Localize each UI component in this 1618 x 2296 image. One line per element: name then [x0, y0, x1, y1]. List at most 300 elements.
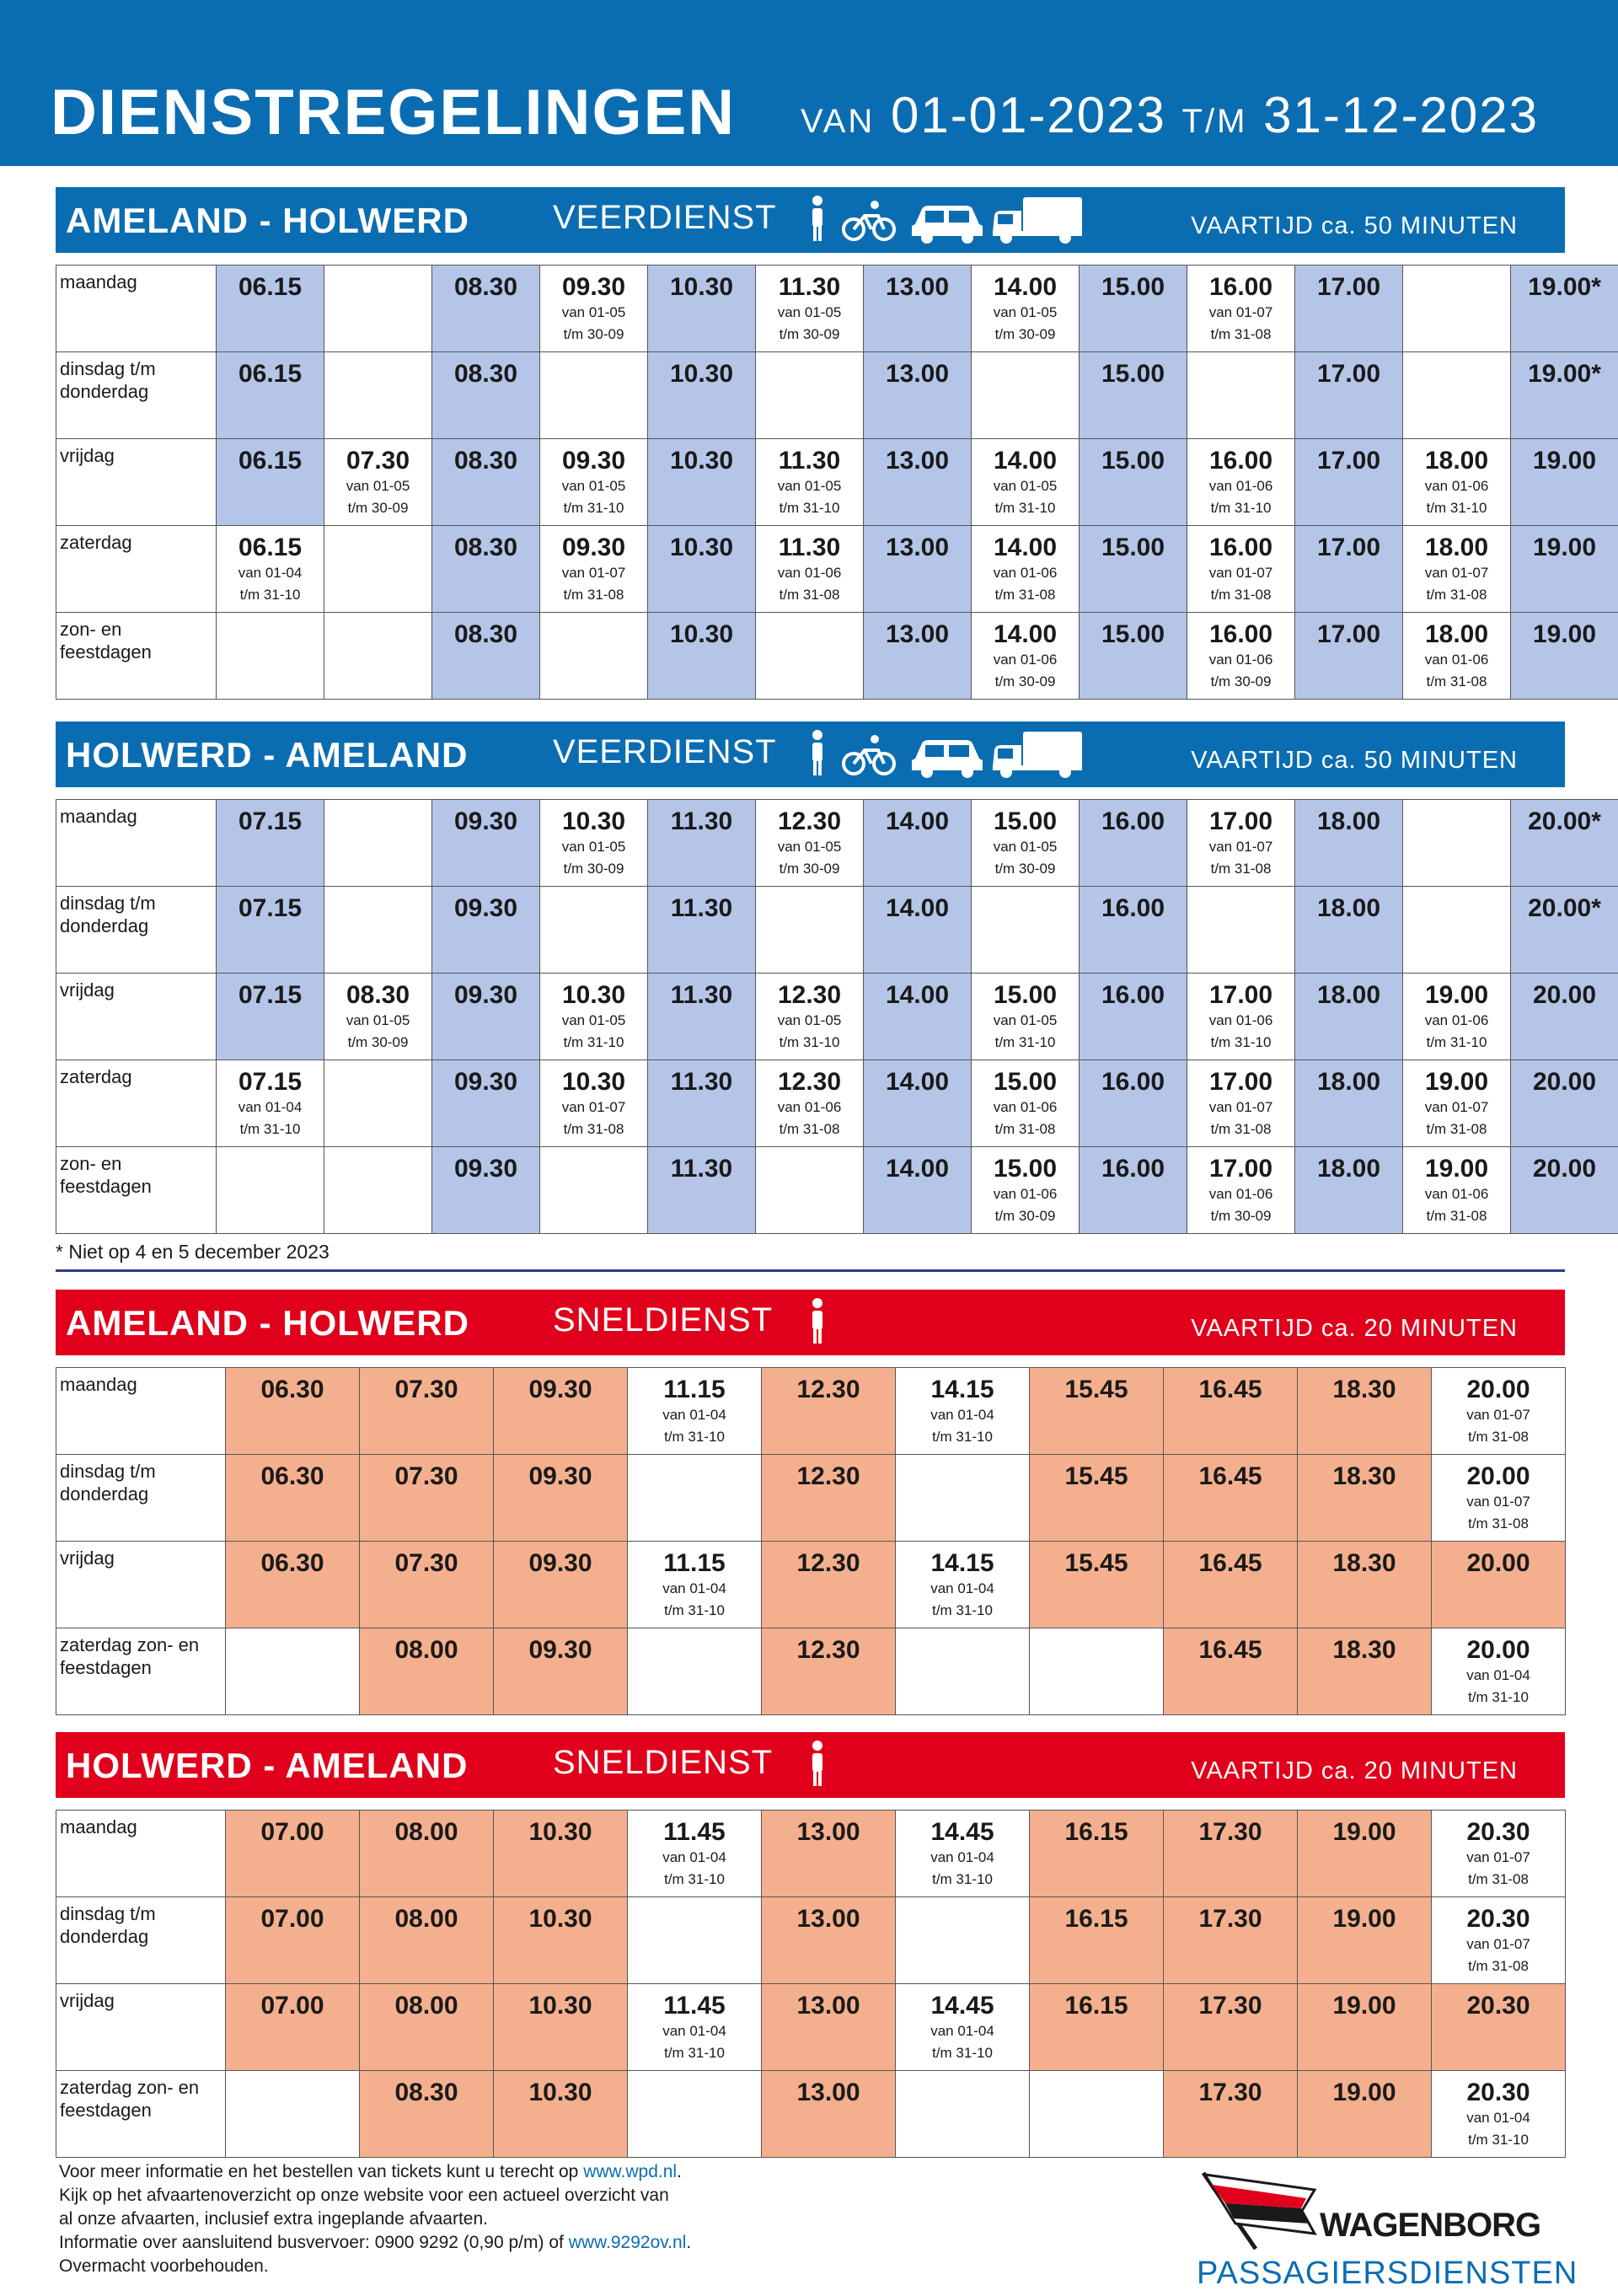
departure-cell [432, 526, 540, 613]
departure-cell [1295, 1060, 1403, 1147]
table-row [56, 266, 1618, 352]
departure-time: 16.15 [1064, 1905, 1128, 1933]
departure-cell [1403, 613, 1511, 700]
departure-time: 15.00 [1101, 360, 1165, 388]
day-label: zon- en feestdagen [56, 613, 217, 700]
departure-cell [1432, 1628, 1566, 1715]
departure-time: 15.00 [993, 1155, 1058, 1183]
duration-label: VAARTIJD ca. 20 MINUTEN [1191, 1757, 1518, 1784]
departure-time: 09.30 [528, 1549, 592, 1577]
departure-cell [217, 800, 324, 887]
departure-time: 14.00 [885, 807, 950, 835]
departure-time: 18.00 [1424, 620, 1489, 648]
day-label: dinsdag t/m donderdag [56, 887, 217, 974]
departure-time: 20.00 [1532, 1155, 1597, 1183]
departure-cell [762, 1628, 896, 1715]
departure-time: 07.30 [394, 1462, 458, 1490]
departure-cell [226, 1542, 360, 1628]
departure-time: 13.00 [796, 2079, 860, 2106]
departure-cell [432, 439, 540, 526]
departure-time: 16.45 [1198, 1376, 1262, 1403]
departure-time: 15.00 [1101, 534, 1165, 561]
departure-time: 07.15 [238, 981, 303, 1009]
pedestrian-icon [812, 1741, 822, 1786]
departure-time: 15.00 [993, 1068, 1058, 1096]
valid-from: van 01-04 [930, 1849, 994, 1865]
valid-from: van 01-04 [930, 1407, 994, 1423]
departure-time: 08.00 [394, 1636, 458, 1664]
empty-cell [628, 2071, 762, 2158]
departure-time: 15.00 [1101, 273, 1165, 301]
departure-cell [1187, 974, 1295, 1060]
departure-cell [1295, 800, 1403, 887]
departure-cell [1432, 1455, 1566, 1542]
departure-time: 09.30 [453, 1155, 518, 1183]
timetable [56, 265, 1618, 700]
valid-from: van 01-06 [993, 1099, 1058, 1115]
departure-cell [972, 1060, 1080, 1147]
departure-cell [540, 800, 648, 887]
departure-cell [648, 526, 756, 613]
departure-cell [217, 352, 324, 439]
departure-time: 13.00 [796, 1905, 860, 1933]
departure-time: 18.00 [1316, 807, 1381, 835]
departure-cell [864, 1147, 972, 1234]
valid-until: t/m 31-10 [994, 1034, 1056, 1050]
departure-cell [432, 613, 540, 700]
duration-label: VAARTIJD ca. 50 MINUTEN [1191, 747, 1518, 774]
empty-cell [972, 887, 1080, 974]
day-label: zaterdag zon- en feestdagen [56, 2071, 226, 2158]
departure-time: 14.00 [993, 620, 1058, 648]
valid-until: t/m 31-10 [932, 1429, 993, 1445]
table-row [56, 1368, 1566, 1455]
9292ov-link[interactable]: www.9292ov.nl [568, 2233, 687, 2252]
departure-cell [1164, 1368, 1298, 1455]
departure-time: 20.30 [1466, 1992, 1530, 2020]
departure-cell [540, 974, 648, 1060]
valid-from: van 01-06 [1424, 652, 1489, 668]
table-row [56, 526, 1618, 613]
empty-cell [1403, 352, 1511, 439]
valid-until: t/m 31-10 [664, 1429, 725, 1445]
departure-time: 16.15 [1064, 1818, 1128, 1846]
departure-time: 10.30 [669, 447, 734, 475]
departure-cell [217, 526, 324, 613]
departure-time: 19.00* [1528, 360, 1601, 388]
departure-cell [1432, 1368, 1566, 1455]
logo-name: WAGENBORG [1320, 2207, 1541, 2244]
departure-cell [762, 1368, 896, 1455]
departure-time: 20.00* [1528, 894, 1601, 922]
departure-cell [494, 1542, 628, 1628]
departure-time: 11.30 [778, 273, 841, 301]
section-ameland-holwerd-sneldienst [56, 1290, 1565, 1715]
departure-cell [1511, 439, 1618, 526]
departure-time: 11.15 [663, 1549, 726, 1577]
departure-cell [360, 1628, 494, 1715]
departure-cell [1298, 1455, 1432, 1542]
day-label: dinsdag t/m donderdag [56, 1897, 226, 1984]
departure-time: 16.00 [1101, 1155, 1165, 1183]
table-row [56, 1897, 1566, 1984]
departure-time: 10.30 [561, 981, 626, 1009]
departure-time: 14.45 [930, 1818, 994, 1846]
day-label: vrijdag [56, 1984, 226, 2071]
departure-time: 10.30 [528, 2079, 592, 2106]
departure-cell [1403, 439, 1511, 526]
day-label: zaterdag zon- en feestdagen [56, 1628, 226, 1715]
valid-from: van 01-04 [238, 565, 303, 581]
departure-cell [1080, 613, 1187, 700]
departure-cell [1080, 352, 1187, 439]
departure-time: 18.00 [1316, 1068, 1381, 1096]
departure-cell [628, 1542, 762, 1628]
empty-cell [540, 613, 648, 700]
valid-from: van 01-06 [1424, 478, 1489, 494]
table-row [56, 2071, 1566, 2158]
departure-cell [226, 1811, 360, 1897]
valid-from: van 01-05 [777, 1012, 842, 1028]
footer-info [59, 2160, 691, 2278]
valid-from: van 01-07 [1208, 565, 1273, 581]
departure-time: 09.30 [453, 807, 518, 835]
section-ameland-holwerd-veerdienst [56, 187, 1601, 700]
departure-cell [1080, 266, 1187, 352]
departure-cell [648, 266, 756, 352]
departure-time: 19.00* [1528, 273, 1601, 301]
departure-cell [1187, 800, 1295, 887]
empty-cell [896, 1455, 1030, 1542]
departure-time: 11.30 [778, 447, 841, 475]
departure-time: 08.00 [394, 1992, 458, 2020]
valid-from: van 01-07 [561, 565, 626, 581]
departure-cell [756, 1060, 864, 1147]
departure-time: 10.30 [528, 1818, 592, 1846]
departure-cell [864, 800, 972, 887]
valid-from: van 01-06 [1208, 1186, 1273, 1202]
departure-cell [1295, 613, 1403, 700]
departure-time: 17.30 [1198, 1818, 1262, 1846]
departure-cell [628, 1984, 762, 2071]
departure-cell [1080, 974, 1187, 1060]
departure-cell [864, 266, 972, 352]
section-holwerd-ameland-sneldienst [56, 1732, 1565, 2158]
valid-until: t/m 31-08 [1210, 587, 1272, 603]
departure-time: 20.30 [1466, 1818, 1530, 1846]
footer-line [59, 2231, 691, 2255]
departure-cell [1080, 526, 1187, 613]
route-label: HOLWERD - AMELAND [66, 1746, 469, 1785]
departure-cell [432, 352, 540, 439]
departure-time: 06.15 [238, 534, 303, 561]
valid-from: van 01-05 [993, 478, 1058, 494]
timetable [56, 799, 1618, 1234]
valid-until: t/m 30-09 [347, 1034, 409, 1050]
departure-cell [494, 1368, 628, 1455]
departure-cell [864, 1060, 972, 1147]
valid-until: t/m 31-08 [563, 587, 624, 603]
departure-cell [1030, 1368, 1164, 1455]
valid-from: van 01-07 [561, 1099, 626, 1115]
day-label: dinsdag t/m donderdag [56, 352, 217, 439]
valid-from: van 01-04 [662, 1580, 726, 1596]
departure-cell [1164, 2071, 1298, 2158]
section-holwerd-ameland-veerdienst [56, 722, 1601, 1234]
valid-until: t/m 31-08 [1468, 1871, 1529, 1887]
departure-cell [1030, 1984, 1164, 2071]
departure-time: 15.00 [993, 807, 1058, 835]
departure-time: 11.30 [670, 1068, 733, 1096]
service-label: VEERDIENST [553, 199, 777, 236]
valid-from: van 01-04 [930, 1580, 994, 1596]
page-title: DIENSTREGELINGEN [51, 77, 737, 148]
departure-time: 06.15 [238, 360, 303, 388]
departure-time: 14.00 [993, 273, 1058, 301]
departure-time: 15.00 [1101, 620, 1165, 648]
valid-until: t/m 30-09 [563, 861, 624, 877]
departure-cell [1403, 974, 1511, 1060]
valid-from: van 01-07 [1208, 1099, 1273, 1115]
truck-icon [993, 197, 1082, 244]
departure-cell [648, 1060, 756, 1147]
departure-time: 19.00 [1424, 1155, 1489, 1183]
departure-time: 17.00 [1316, 620, 1381, 648]
departure-cell [1298, 1542, 1432, 1628]
departure-time: 16.00 [1101, 981, 1165, 1009]
valid-until: t/m 30-09 [779, 861, 840, 877]
departure-time: 17.00 [1208, 981, 1273, 1009]
valid-until: t/m 30-09 [563, 326, 624, 342]
departure-time: 09.30 [561, 273, 626, 301]
valid-until: t/m 31-08 [1468, 1515, 1529, 1532]
departure-time: 15.45 [1064, 1376, 1128, 1403]
valid-until: t/m 31-08 [994, 1121, 1056, 1137]
departure-cell [1295, 439, 1403, 526]
valid-from: van 01-07 [1208, 304, 1273, 320]
empty-cell [756, 1147, 864, 1234]
empty-cell [324, 352, 432, 439]
departure-time: 09.30 [528, 1636, 592, 1664]
departure-time: 14.15 [930, 1376, 994, 1403]
departure-time: 12.30 [796, 1549, 860, 1577]
pedestrian-icon [812, 1298, 822, 1344]
valid-until: t/m 31-08 [1210, 1121, 1272, 1137]
valid-until: t/m 30-09 [994, 1208, 1056, 1224]
empty-cell [756, 613, 864, 700]
pedestrian-icon [812, 730, 822, 775]
departure-cell [1403, 526, 1511, 613]
service-label: SNELDIENST [553, 1301, 774, 1338]
valid-from: van 01-05 [561, 304, 626, 320]
departure-time: 14.00 [885, 894, 950, 922]
departure-time: 11.45 [663, 1818, 726, 1846]
valid-from: van 01-05 [561, 839, 626, 855]
departure-time: 12.30 [796, 1376, 860, 1403]
day-label: zon- en feestdagen [56, 1147, 217, 1234]
departure-time: 16.45 [1198, 1462, 1262, 1490]
departure-time: 12.30 [777, 807, 842, 835]
transport-icons [807, 1737, 833, 1793]
departure-time: 15.45 [1064, 1549, 1128, 1577]
departure-cell [1164, 1984, 1298, 2071]
departure-cell [864, 887, 972, 974]
departure-time: 08.30 [453, 447, 518, 475]
departure-time: 18.30 [1332, 1376, 1396, 1403]
footer-text: . [686, 2233, 692, 2252]
departure-cell [648, 1147, 756, 1234]
departure-time: 16.00 [1208, 534, 1273, 561]
valid-from: van 01-04 [1466, 2110, 1530, 2126]
empty-cell [972, 352, 1080, 439]
departure-cell [1030, 1811, 1164, 1897]
departure-time: 11.15 [663, 1376, 726, 1403]
departure-time: 12.30 [777, 1068, 842, 1096]
valid-until: t/m 31-08 [1426, 673, 1487, 689]
departure-time: 18.00 [1316, 981, 1381, 1009]
departure-cell [1511, 1147, 1618, 1234]
departure-time: 07.30 [394, 1376, 458, 1403]
departure-time: 13.00 [885, 273, 950, 301]
departure-time: 07.15 [238, 894, 303, 922]
departure-time: 13.00 [885, 360, 950, 388]
departure-cell [1187, 1147, 1295, 1234]
day-label: vrijdag [56, 1542, 226, 1628]
departure-time: 20.30 [1466, 2079, 1530, 2106]
departure-time: 10.30 [669, 360, 734, 388]
departure-time: 17.00 [1316, 273, 1381, 301]
departure-time: 09.30 [453, 1068, 518, 1096]
valid-until: t/m 30-09 [347, 500, 409, 516]
departure-cell [1511, 974, 1618, 1060]
empty-cell [1403, 266, 1511, 352]
valid-until: t/m 30-09 [1210, 673, 1272, 689]
valid-until: t/m 31-10 [932, 1871, 993, 1887]
departure-cell [217, 266, 324, 352]
valid-until: t/m 31-08 [779, 587, 840, 603]
table-row [56, 887, 1618, 974]
departure-cell [226, 1455, 360, 1542]
departure-cell [972, 613, 1080, 700]
departure-time: 16.00 [1208, 447, 1273, 475]
departure-time: 14.00 [993, 447, 1058, 475]
valid-from: van 01-05 [777, 839, 842, 855]
departure-time: 13.00 [885, 534, 950, 561]
transport-icons [807, 1295, 833, 1350]
departure-cell [1511, 1060, 1618, 1147]
empty-cell [540, 887, 648, 974]
departure-time: 07.00 [260, 1905, 324, 1933]
departure-cell [1298, 1628, 1432, 1715]
valid-until: t/m 31-10 [563, 1034, 624, 1050]
departure-cell [226, 1368, 360, 1455]
departure-cell [1187, 526, 1295, 613]
departure-time: 08.30 [453, 360, 518, 388]
empty-cell [1403, 800, 1511, 887]
departure-cell [972, 974, 1080, 1060]
departure-time: 17.00 [1316, 447, 1381, 475]
departure-cell [226, 1897, 360, 1984]
departure-time: 16.00 [1208, 620, 1273, 648]
service-label: VEERDIENST [553, 733, 777, 770]
departure-time: 17.00 [1316, 534, 1381, 561]
departure-cell [864, 526, 972, 613]
date-to: 31-12-2023 [1263, 87, 1540, 143]
empty-cell [324, 1060, 432, 1147]
valid-from: van 01-05 [561, 1012, 626, 1028]
valid-until: t/m 31-10 [1468, 2132, 1529, 2148]
departure-cell [360, 1984, 494, 2071]
section-header [56, 1290, 1565, 1355]
empty-cell [324, 526, 432, 613]
departure-time: 15.45 [1064, 1462, 1128, 1490]
departure-time: 11.30 [670, 1155, 733, 1183]
valid-until: t/m 31-10 [1210, 500, 1272, 516]
footer-text: Informatie over aansluitend busvervoer: 0900 9292 (0,90 p/m) of [59, 2233, 569, 2252]
departure-time: 17.30 [1198, 2079, 1262, 2106]
departure-cell [360, 1811, 494, 1897]
table-row [56, 1984, 1566, 2071]
valid-until: t/m 31-10 [779, 1034, 840, 1050]
section-header [56, 722, 1565, 787]
empty-cell [1187, 887, 1295, 974]
valid-from: van 01-06 [777, 1099, 842, 1115]
departure-cell [324, 439, 432, 526]
departure-cell [1164, 1811, 1298, 1897]
truck-icon [993, 732, 1082, 778]
duration-label: VAARTIJD ca. 50 MINUTEN [1191, 212, 1518, 239]
departure-cell [864, 352, 972, 439]
valid-until: t/m 31-08 [1426, 1121, 1487, 1137]
transport-icons [807, 192, 1094, 248]
day-label: maandag [56, 1368, 226, 1455]
departure-cell [762, 1811, 896, 1897]
wpd-link[interactable]: www.wpd.nl [583, 2162, 678, 2181]
departure-time: 14.15 [930, 1549, 994, 1577]
valid-until: t/m 31-08 [779, 1121, 840, 1137]
valid-from: van 01-07 [1466, 1494, 1530, 1510]
departure-cell [1187, 266, 1295, 352]
valid-from: van 01-06 [1208, 652, 1273, 668]
valid-from: van 01-07 [1466, 1407, 1530, 1423]
duration-label: VAARTIJD ca. 20 MINUTEN [1191, 1315, 1518, 1342]
departure-cell [1432, 2071, 1566, 2158]
departure-cell [756, 974, 864, 1060]
table-row [56, 613, 1618, 700]
departure-time: 19.00 [1332, 2079, 1396, 2106]
departure-cell [896, 1984, 1030, 2071]
valid-until: t/m 30-09 [994, 861, 1056, 877]
departure-time: 14.00 [885, 1068, 950, 1096]
departure-time: 19.00 [1332, 1992, 1396, 2020]
van-label: VAN [801, 103, 876, 140]
valid-from: van 01-07 [1466, 1936, 1530, 1952]
divider [56, 1269, 1565, 1272]
valid-from: van 01-05 [777, 304, 842, 320]
departure-cell [494, 1897, 628, 1984]
departure-cell [494, 1984, 628, 2071]
departure-time: 07.30 [346, 447, 410, 475]
departure-cell [972, 439, 1080, 526]
departure-time: 09.30 [453, 894, 518, 922]
departure-cell [540, 266, 648, 352]
empty-cell [896, 2071, 1030, 2158]
valid-until: t/m 31-10 [239, 1121, 301, 1137]
date-from: 01-01-2023 [890, 87, 1166, 143]
departure-time: 06.30 [260, 1549, 324, 1577]
departure-time: 20.00 [1532, 1068, 1597, 1096]
departure-time: 17.00 [1208, 1068, 1273, 1096]
